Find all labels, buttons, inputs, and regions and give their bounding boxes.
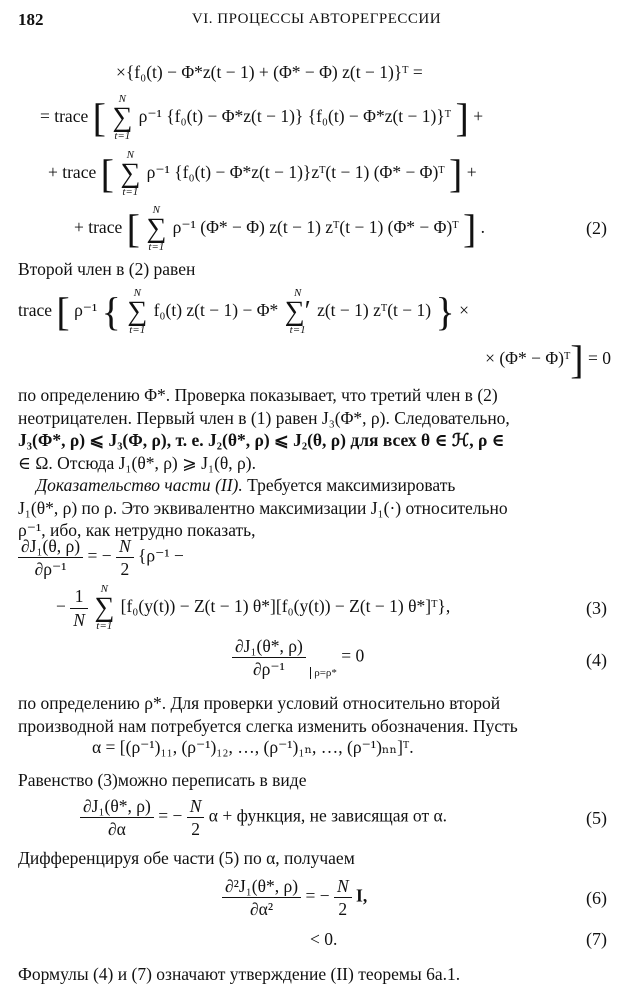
paragraph-line: по определению Φ*. Проверка показывает, что третий член в (2): [18, 385, 498, 405]
eq2-line4-body: ρ⁻¹ (Φ* − Φ) z(t − 1) zᵀ(t − 1) (Φ* − Φ)ᵀ: [172, 217, 459, 238]
second-derivative-fraction: $\frac{\text{∂²J₁(θ*, ρ)}}{\text{∂α²}}$: [222, 876, 301, 919]
eq4: $\frac{\text{∂J₁(θ*, ρ)}}{\text{∂ρ⁻¹}}$ ρ=ρ* = 0: [232, 636, 364, 679]
page-number: 182: [18, 10, 44, 29]
text-second-term: Второй член в (2) равен: [18, 259, 196, 279]
eq3-line1: $\frac{\text{∂J₁(θ, ρ)}}{\text{∂ρ⁻¹}}$ = − $\frac{N}{2}$ {ρ⁻¹ −: [18, 536, 184, 579]
paragraph-line: ∈ Ω. Отсюда J₁(θ*, ρ) ⩾ J₁(θ, ρ).: [18, 452, 256, 473]
left-bracket: [: [92, 95, 106, 140]
derivative-fraction: $\frac{\text{∂J₁(θ*, ρ)}}{\text{∂ρ⁻¹}}$: [232, 636, 306, 679]
equation-number-5: (5): [586, 808, 607, 828]
equation-number-4: (4): [586, 650, 607, 670]
trace-line2: × (Φ* − Φ)ᵀ] = 0: [485, 337, 611, 382]
right-bracket: ]: [455, 95, 469, 140]
paragraph-line: ρ⁻¹, ибо, как нетрудно показать,: [18, 520, 256, 540]
paragraph-line: неотрицателен. Первый член в (1) равен J₃(Φ*, ρ). Следовательно,: [18, 407, 510, 428]
text-rewrite: Равенство (3)можно переписать в виде: [18, 770, 307, 790]
eq2-line1: ×{f₀(t) − Φ*z(t − 1) + (Φ* − Φ) z(t − 1)}ᵀ =: [116, 62, 423, 82]
derivative-fraction: $\frac{\text{∂J₁(θ*, ρ)}}{\partial\alpha}$: [80, 796, 154, 839]
right-bracket: ]: [462, 206, 477, 251]
eq5: $\frac{\text{∂J₁(θ*, ρ)}}{\partial\alpha}$ = − $\frac{N}{2}$ α + функция, не зависящая от α.: [80, 796, 447, 839]
eq6: $\frac{\text{∂²J₁(θ*, ρ)}}{\text{∂α²}}$ = − $\frac{N}{2}$ I,: [222, 876, 367, 919]
left-bracket: [: [100, 151, 114, 196]
paragraph-line: J₁(θ*, ρ) по ρ. Это эквивалентно максимизации J₁(·) относительно: [18, 497, 508, 518]
text-differentiate: Дифференцируя обе части (5) по α, получаем: [18, 848, 355, 868]
running-head: VI. ПРОЦЕССЫ АВТОРЕГРЕССИИ: [191, 11, 442, 27]
eq3-line2: − $\frac{1}{N}$ N ∑ t=1 [f₀(y(t)) − Z(t − 1) θ*][f₀(y(t)) − Z(t − 1) θ*]ᵀ},: [56, 583, 451, 632]
trace-label: = trace: [40, 106, 89, 127]
eq2-line3: + trace [ N ∑ t=1 ρ⁻¹ {f₀(t) − Φ*z(t − 1)}zᵀ(t − 1) (Φ* − Φ)ᵀ ] +: [48, 149, 477, 198]
trace-label: + trace: [48, 162, 97, 183]
paragraph-line: J₃(Φ*, ρ) ⩽ J₃(Φ, ρ), т. е. J₂(θ*, ρ) ⩽ J₂(θ, ρ) для всех θ ∈ ℋ, ρ ∈: [18, 430, 505, 450]
trace-line1: trace [ ρ⁻¹ { N ∑ t=1 f₀(t) z(t − 1) − Φ* N ∑′ t=1 z(t − 1) zᵀ(t − 1) } ×: [18, 287, 469, 336]
derivative-fraction: $\frac{\text{∂J₁(θ, ρ)}}{\text{∂ρ⁻¹}}$: [18, 536, 83, 579]
equation-number-7: (7): [586, 929, 607, 949]
eq2-line2: = trace [ N ∑ t=1 ρ⁻¹ {f₀(t) − Φ*z(t − 1)} {f₀(t) − Φ*z(t − 1)}ᵀ ] +: [40, 93, 484, 142]
page-header: [18, 10, 615, 34]
alpha-definition: α = [(ρ⁻¹)₁₁, (ρ⁻¹)₁₂, …, (ρ⁻¹)₁ₙ, …, (ρ⁻¹)ₙₙ]ᵀ.: [92, 737, 414, 757]
eq2-line3-body: ρ⁻¹ {f₀(t) − Φ*z(t − 1)}zᵀ(t − 1) (Φ* − Φ)ᵀ: [146, 162, 445, 183]
eq2-line4: + trace [ N ∑ t=1 ρ⁻¹ (Φ* − Φ) z(t − 1) zᵀ(t − 1) (Φ* − Φ)ᵀ ] .: [74, 204, 486, 253]
paragraph-1: [18, 384, 613, 542]
paragraph-line: производной нам потребуется слегка изменить обозначения. Пусть: [18, 715, 518, 736]
sum-symbol: N ∑ t=1: [112, 93, 133, 142]
sum-symbol: N ∑ t=1: [120, 149, 141, 198]
trace-label: + trace: [74, 217, 123, 238]
proof-part-heading: Доказательство части (II). Требуется максимизировать: [36, 475, 456, 495]
left-bracket: [: [126, 206, 140, 251]
paragraph-2: [18, 692, 613, 737]
trace-label: trace: [18, 300, 52, 321]
eq7: < 0.: [310, 929, 338, 949]
right-bracket: ]: [449, 151, 463, 196]
equation-number-6: (6): [586, 888, 607, 908]
equation-number-3: (3): [586, 598, 607, 618]
sum-symbol: N ∑ t=1: [127, 287, 148, 336]
paragraph-line: по определению ρ*. Для проверки условий относительно второй: [18, 693, 501, 713]
equation-number-2: (2): [586, 218, 607, 238]
sum-symbol: N ∑ t=1: [94, 583, 115, 632]
sum-symbol-prime: N ∑′ t=1: [284, 287, 311, 336]
eq2-line2-body: ρ⁻¹ {f₀(t) − Φ*z(t − 1)} {f₀(t) − Φ*z(t − 1)}ᵀ: [138, 106, 452, 127]
conclusion: Формулы (4) и (7) означают утверждение (II) теоремы 6а.1.: [18, 964, 461, 984]
sum-symbol: N ∑ t=1: [146, 204, 167, 253]
